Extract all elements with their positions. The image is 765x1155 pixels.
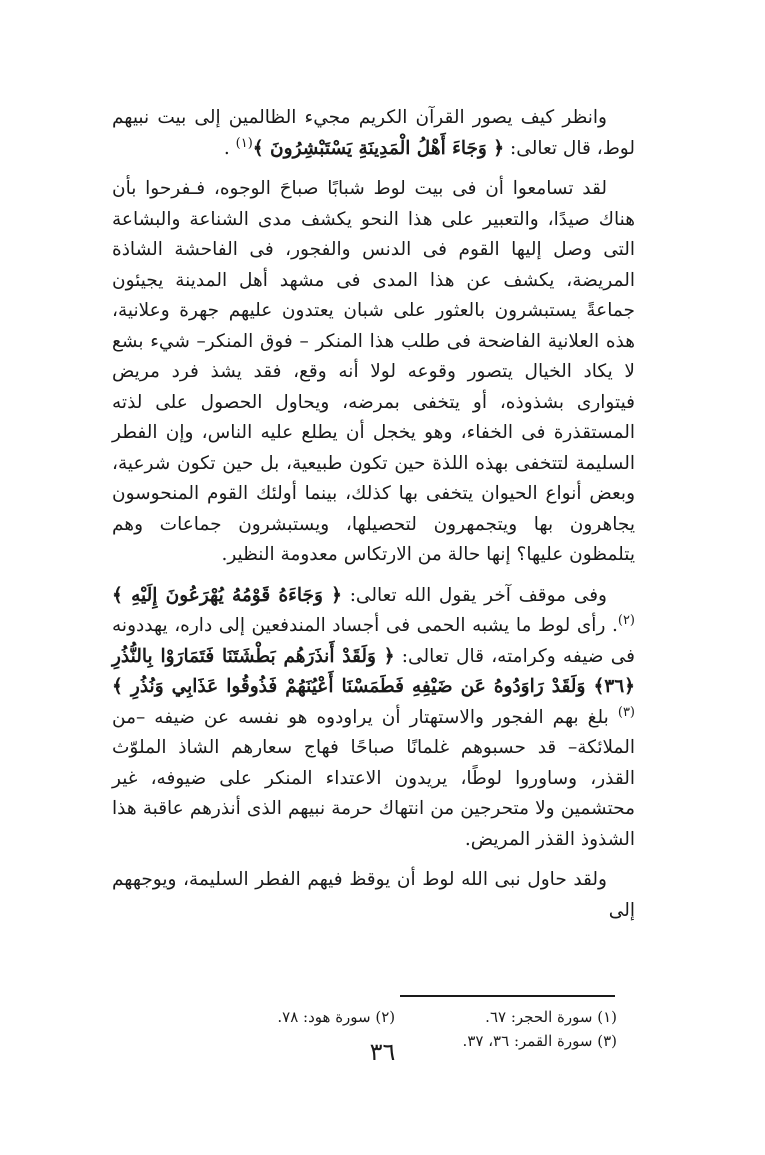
footnote-ref: (٣): [617, 704, 635, 720]
footnote-ref: (٢): [617, 612, 635, 628]
quran-verse: ﴿ وَلَقَدْ أَنذَرَهُم بَطْشَتَنَا فَتَمَارَوْا بِالنُّذُرِ ﴿٣٦﴾ وَلَقَدْ رَاوَدُوهُ عَن ضَيْفِهِ فَطَمَسْنَا أَعْيُنَهُمْ فَذُوقُوا عَذَابِي وَنُذُرِ ﴾: [112, 645, 635, 697]
footnote-separator: [400, 995, 615, 997]
page-number: ٣٦: [369, 1038, 396, 1066]
text-run: .: [223, 137, 236, 159]
paragraph: [112, 865, 635, 926]
text-run: بلغ بهم الفجور والاستهتار أن يراودوه هو نفسه عن ضيفه –من الملائكة– قد حسبوهم غلمانًا صباحًا فهاج سعارهم الشاذ الملوّث القذر، وساوروا لوطًا، يريدون الاعتداء المنكر على ضيوفه، غير محتشمين ولا متحرجين من انتهاك حرمة نبيهم الذى أنذرهم عاقبة هذا الشذوذ القذر المريض.: [112, 706, 635, 850]
quran-verse: ﴿ وَجَاءَ أَهْلُ الْمَدِينَةِ يَسْتَبْشِرُونَ ﴾: [252, 137, 505, 159]
footnote-2: (٢) سورة هود: ٧٨.: [277, 1008, 396, 1026]
text-run: . رأى لوط ما يشبه الحمى فى أجساد المندفعين إلى داره، يهددونه فى ضيفه وكرامته، قال تعالى:: [112, 615, 635, 667]
text-run: ولقد حاول نبى الله لوط أن يوقظ فيهم الفطر السليمة، ويوجههم إلى: [112, 869, 635, 921]
footnote-row-1: [112, 1005, 617, 1029]
text-run: وفى موقف آخر يقول الله تعالى:: [341, 584, 607, 606]
paragraph: [112, 174, 635, 571]
quran-verse: ﴿ وَجَاءَهُ قَوْمُهُ يُهْرَعُونَ إِلَيْهِ ﴾: [112, 584, 342, 606]
text-run: لقد تسامعوا أن فى بيت لوط شبابًا صباحَ الوجوه، فـفرحوا بأن هناك صيدًا، والتعبير على هذا النحو يكشف مدى الشناعة والبشاعة التى وصل إليها القوم فى الدنس والفجور، فى الفاحشة الشاذة المريضة، يكشف عن هذا المدى فى مشهد أهل المدينة يجيئون جماعةً يستبشرون بالعثور على شبان يعتدون عليهم جهرة وعلانية، هذه العلانية الفاضحة فى طلب هذا المنكر – فوق المنكر– شيء بشع لا يكاد الخيال يتصور وقوعه لولا أنه وقع، فقد يشذ فرد مريض فيتوارى بشذوذه، أو يتخفى بمرضه، ويحاول الحصول على لذته المستقذرة فى الخفاء، وهو يخجل أن يطلع عليه الناس، وإن الفطر السليمة لتتخفى بهذه اللذة حين تكون طبيعية، بل حين تكون شرعية، وبعض أنواع الحيوان يتخفى بها كذلك، بينما أولئك القوم المنحوسون يجاهرون بها ويتجمهرون لتحصيلها، ويستبشرون جماعات وهم يتلمظون عليها؟ إنها حالة من الارتكاس معدومة النظير.: [112, 178, 635, 565]
text-run: وانظر كيف يصور القرآن الكريم مجيء الظالمين إلى بيت نبيهم لوط، قال تعالى:: [112, 107, 635, 159]
paragraph: [112, 581, 635, 856]
footnote-3: (٣) سورة القمر: ٣٦، ٣٧.: [462, 1032, 617, 1050]
footnote-1: (١) سورة الحجر: ٦٧.: [485, 1008, 617, 1026]
paragraph: [112, 103, 635, 164]
footnote-ref: (١): [235, 135, 253, 151]
body-text: [112, 103, 635, 936]
